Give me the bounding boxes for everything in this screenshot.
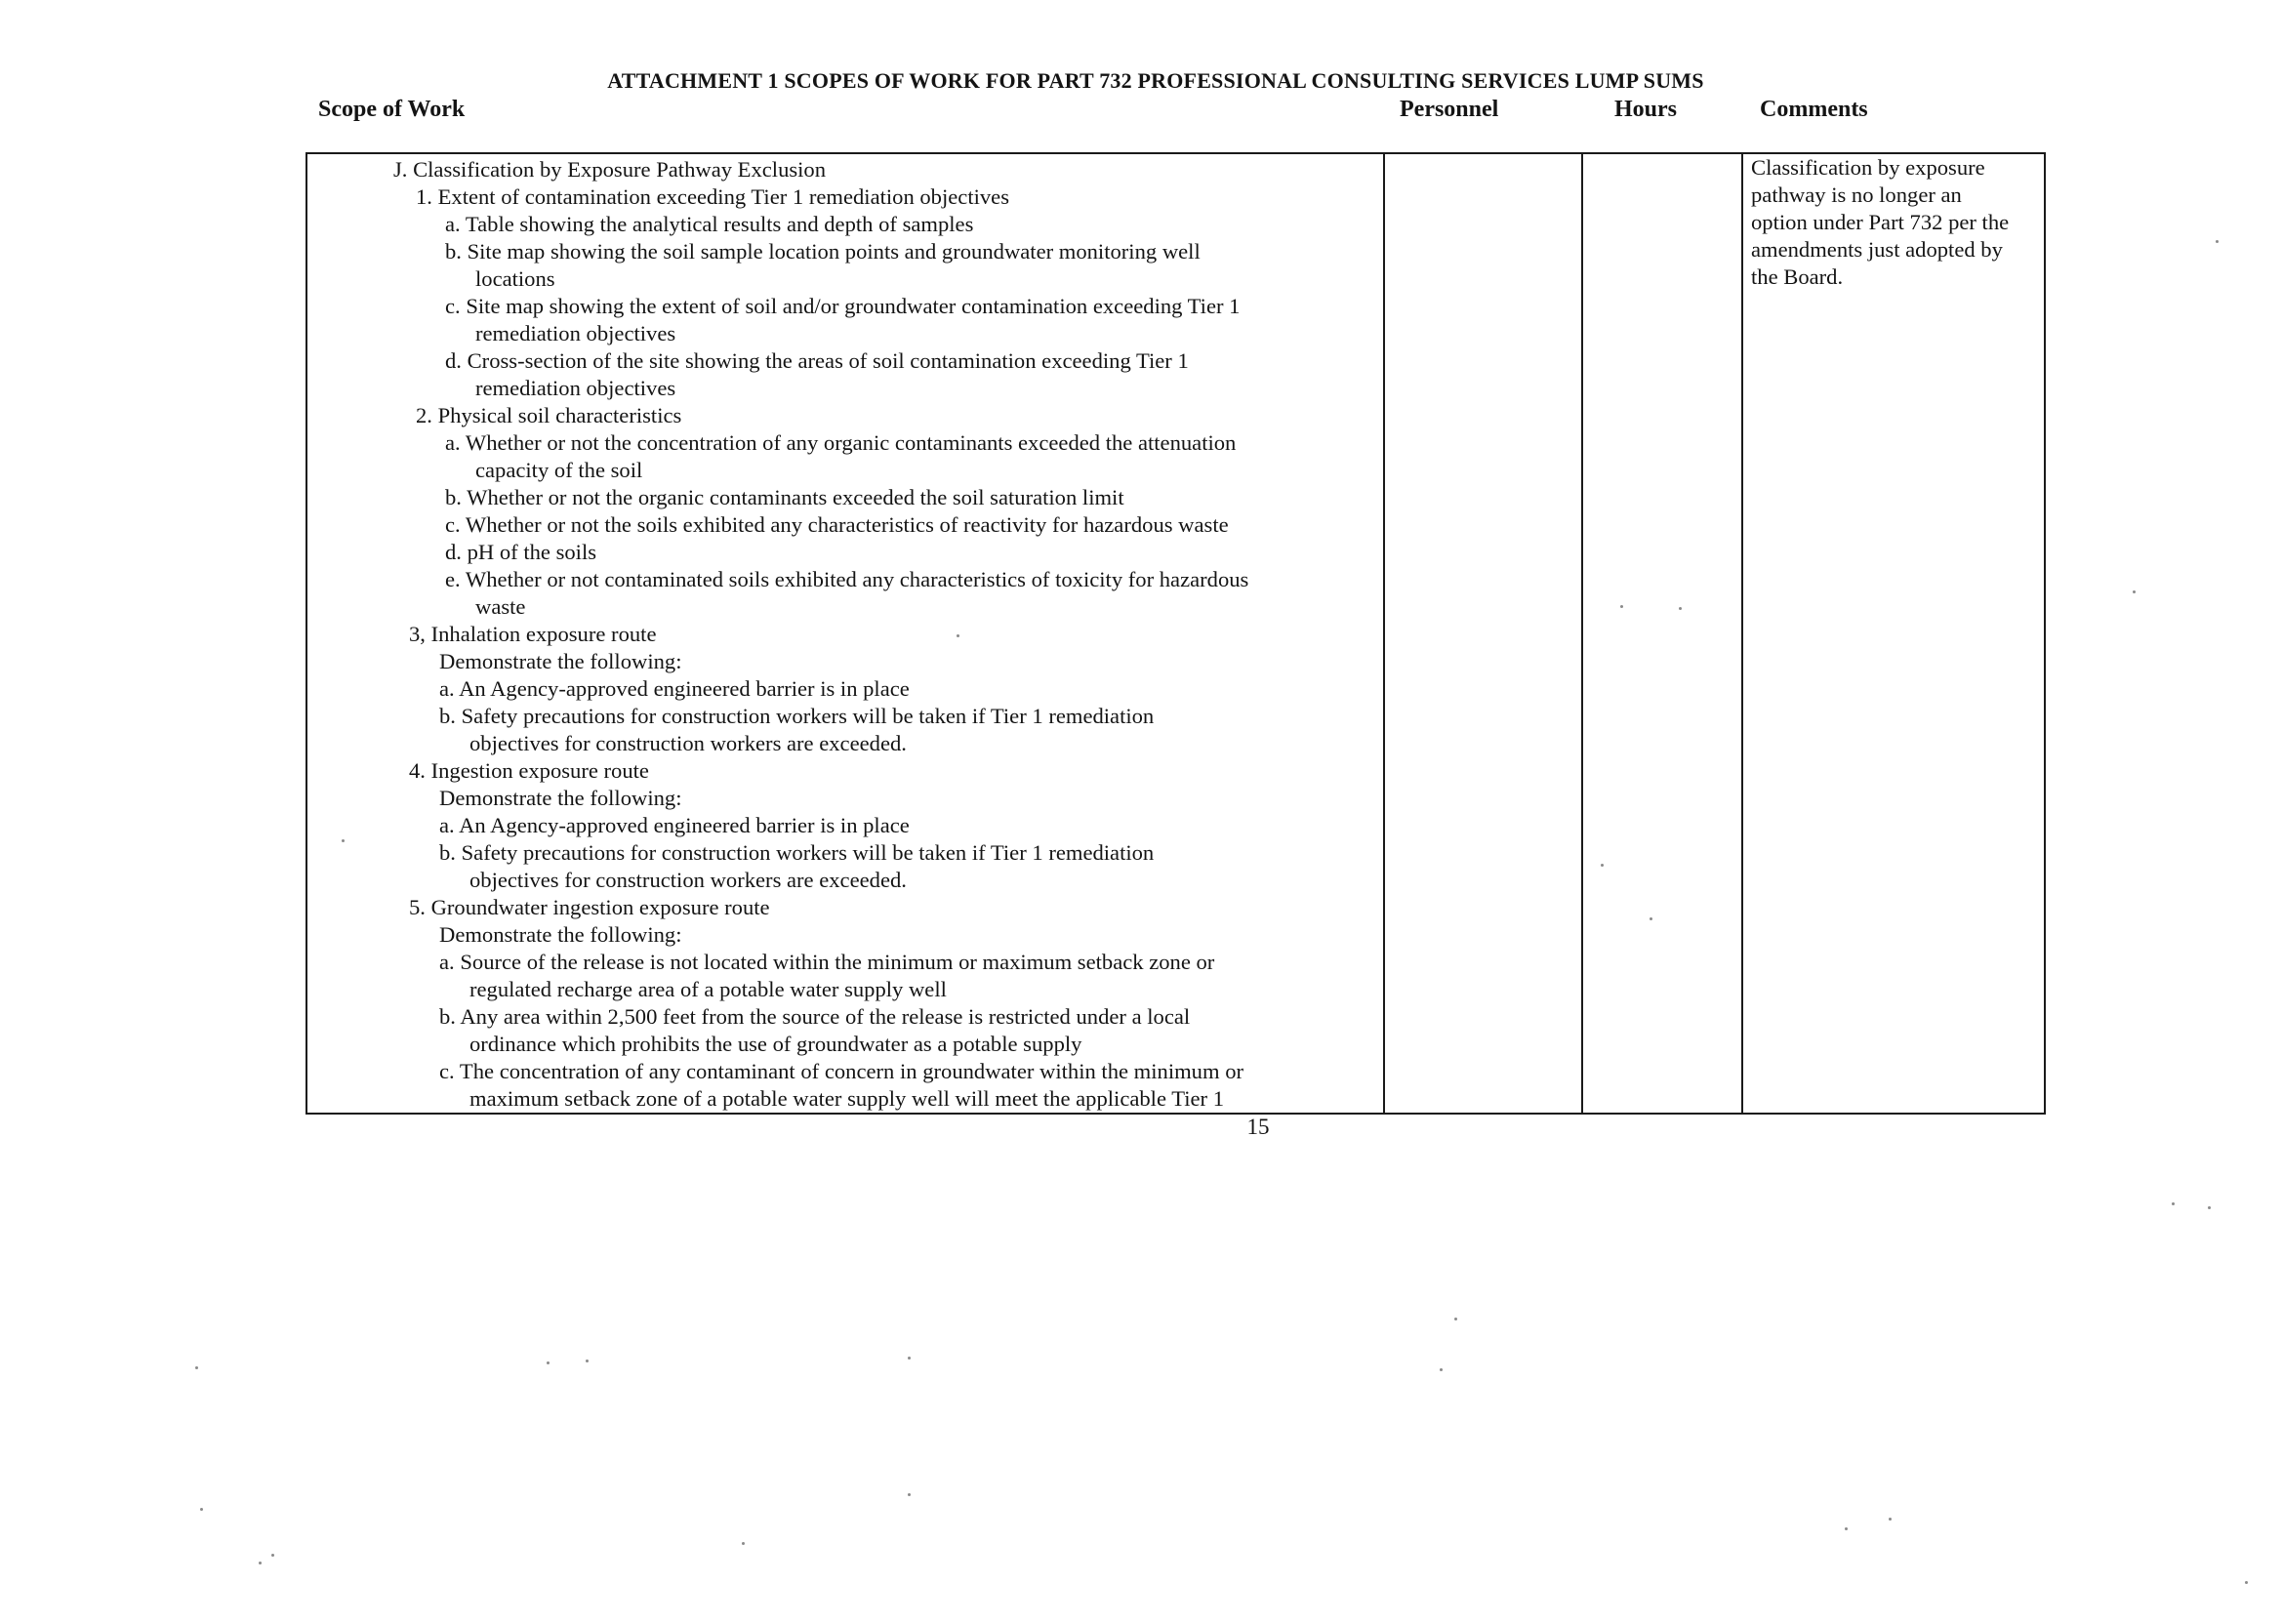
comment-line: amendments just adopted by xyxy=(1751,237,2003,263)
column-divider-personnel xyxy=(1383,154,1385,1113)
scope-item: a. An Agency-approved engineered barrier is in place xyxy=(439,676,910,701)
scope-of-work-cell xyxy=(307,154,1381,1113)
scope-item: a. Table showing the analytical results and depth of samples xyxy=(445,212,974,236)
comment-line: pathway is no longer an xyxy=(1751,183,1962,208)
scope-item: waste xyxy=(475,594,526,619)
column-header-comments: Comments xyxy=(1760,97,1868,122)
comment-line: the Board. xyxy=(1751,264,1844,290)
column-header-hours: Hours xyxy=(1614,97,1678,122)
scope-item: capacity of the soil xyxy=(475,458,643,482)
scope-item: 3, Inhalation exposure route xyxy=(409,622,657,646)
scope-item: b. Whether or not the organic contaminants exceeded the soil saturation limit xyxy=(445,485,1124,509)
scope-item: a. Whether or not the concentration of any organic contaminants exceeded the attenuation xyxy=(445,430,1237,455)
scope-item: c. Whether or not the soils exhibited any characteristics of reactivity for hazardous waste xyxy=(445,512,1229,537)
scope-item: a. Source of the release is not located within the minimum or maximum setback zone or xyxy=(439,950,1215,974)
scope-item: remediation objectives xyxy=(475,321,676,345)
scope-item: c. The concentration of any contaminant of concern in groundwater within the minimum or xyxy=(439,1059,1244,1083)
scope-item: maximum setback zone of a potable water supply well will meet the applicable Tier 1 xyxy=(469,1086,1224,1111)
scope-item: b. Safety precautions for construction workers will be taken if Tier 1 remediation xyxy=(439,704,1155,728)
column-header-scope: Scope of Work xyxy=(318,97,466,122)
scope-item: b. Safety precautions for construction workers will be taken if Tier 1 remediation xyxy=(439,840,1155,865)
scope-item: e. Whether or not contaminated soils exhibited any characteristics of toxicity for hazardous xyxy=(445,567,1249,591)
scope-item: 2. Physical soil characteristics xyxy=(416,403,682,427)
scope-item: objectives for construction workers are exceeded. xyxy=(469,731,907,755)
column-divider-hours xyxy=(1581,154,1583,1113)
scope-item: 4. Ingestion exposure route xyxy=(409,758,649,783)
section-heading: J. Classification by Exposure Pathway Exclusion xyxy=(393,157,827,182)
comment-line: Classification by exposure xyxy=(1751,155,1985,180)
scope-item: objectives for construction workers are exceeded. xyxy=(469,868,907,892)
column-header-personnel: Personnel xyxy=(1400,97,1499,122)
scope-item: 5. Groundwater ingestion exposure route xyxy=(409,895,770,919)
scope-item: remediation objectives xyxy=(475,376,676,400)
comments-cell xyxy=(1751,154,2044,291)
scope-item: b. Any area within 2,500 feet from the source of the release is restricted under a local xyxy=(439,1004,1191,1029)
scope-item: 1. Extent of contamination exceeding Tier 1 remediation objectives xyxy=(416,184,1009,209)
page-number: 15 xyxy=(1246,1115,1270,1139)
comment-line: option under Part 732 per the xyxy=(1751,210,2010,235)
document-title-text: ATTACHMENT 1 SCOPES OF WORK FOR PART 732 PROFESSIONAL CONSULTING SERVICES LUMP SUMS xyxy=(607,68,1704,93)
scope-item: ordinance which prohibits the use of groundwater as a potable supply xyxy=(469,1032,1082,1056)
scope-item: locations xyxy=(475,266,555,291)
scope-item: Demonstrate the following: xyxy=(439,786,682,810)
scope-item: a. An Agency-approved engineered barrier is in place xyxy=(439,813,910,837)
scope-item: regulated recharge area of a potable water supply well xyxy=(469,977,947,1001)
scope-item: Demonstrate the following: xyxy=(439,649,682,673)
scope-item: d. pH of the soils xyxy=(445,540,597,564)
scope-item: c. Site map showing the extent of soil and/or groundwater contamination exceeding Tier 1 xyxy=(445,294,1241,318)
scope-item: d. Cross-section of the site showing the areas of soil contamination exceeding Tier 1 xyxy=(445,348,1189,373)
column-divider-comments xyxy=(1741,154,1743,1113)
scope-item: b. Site map showing the soil sample location points and groundwater monitoring well xyxy=(445,239,1201,264)
scope-item: Demonstrate the following: xyxy=(439,922,682,947)
document-title xyxy=(0,68,2282,94)
scope-of-work-table xyxy=(306,152,2046,1115)
